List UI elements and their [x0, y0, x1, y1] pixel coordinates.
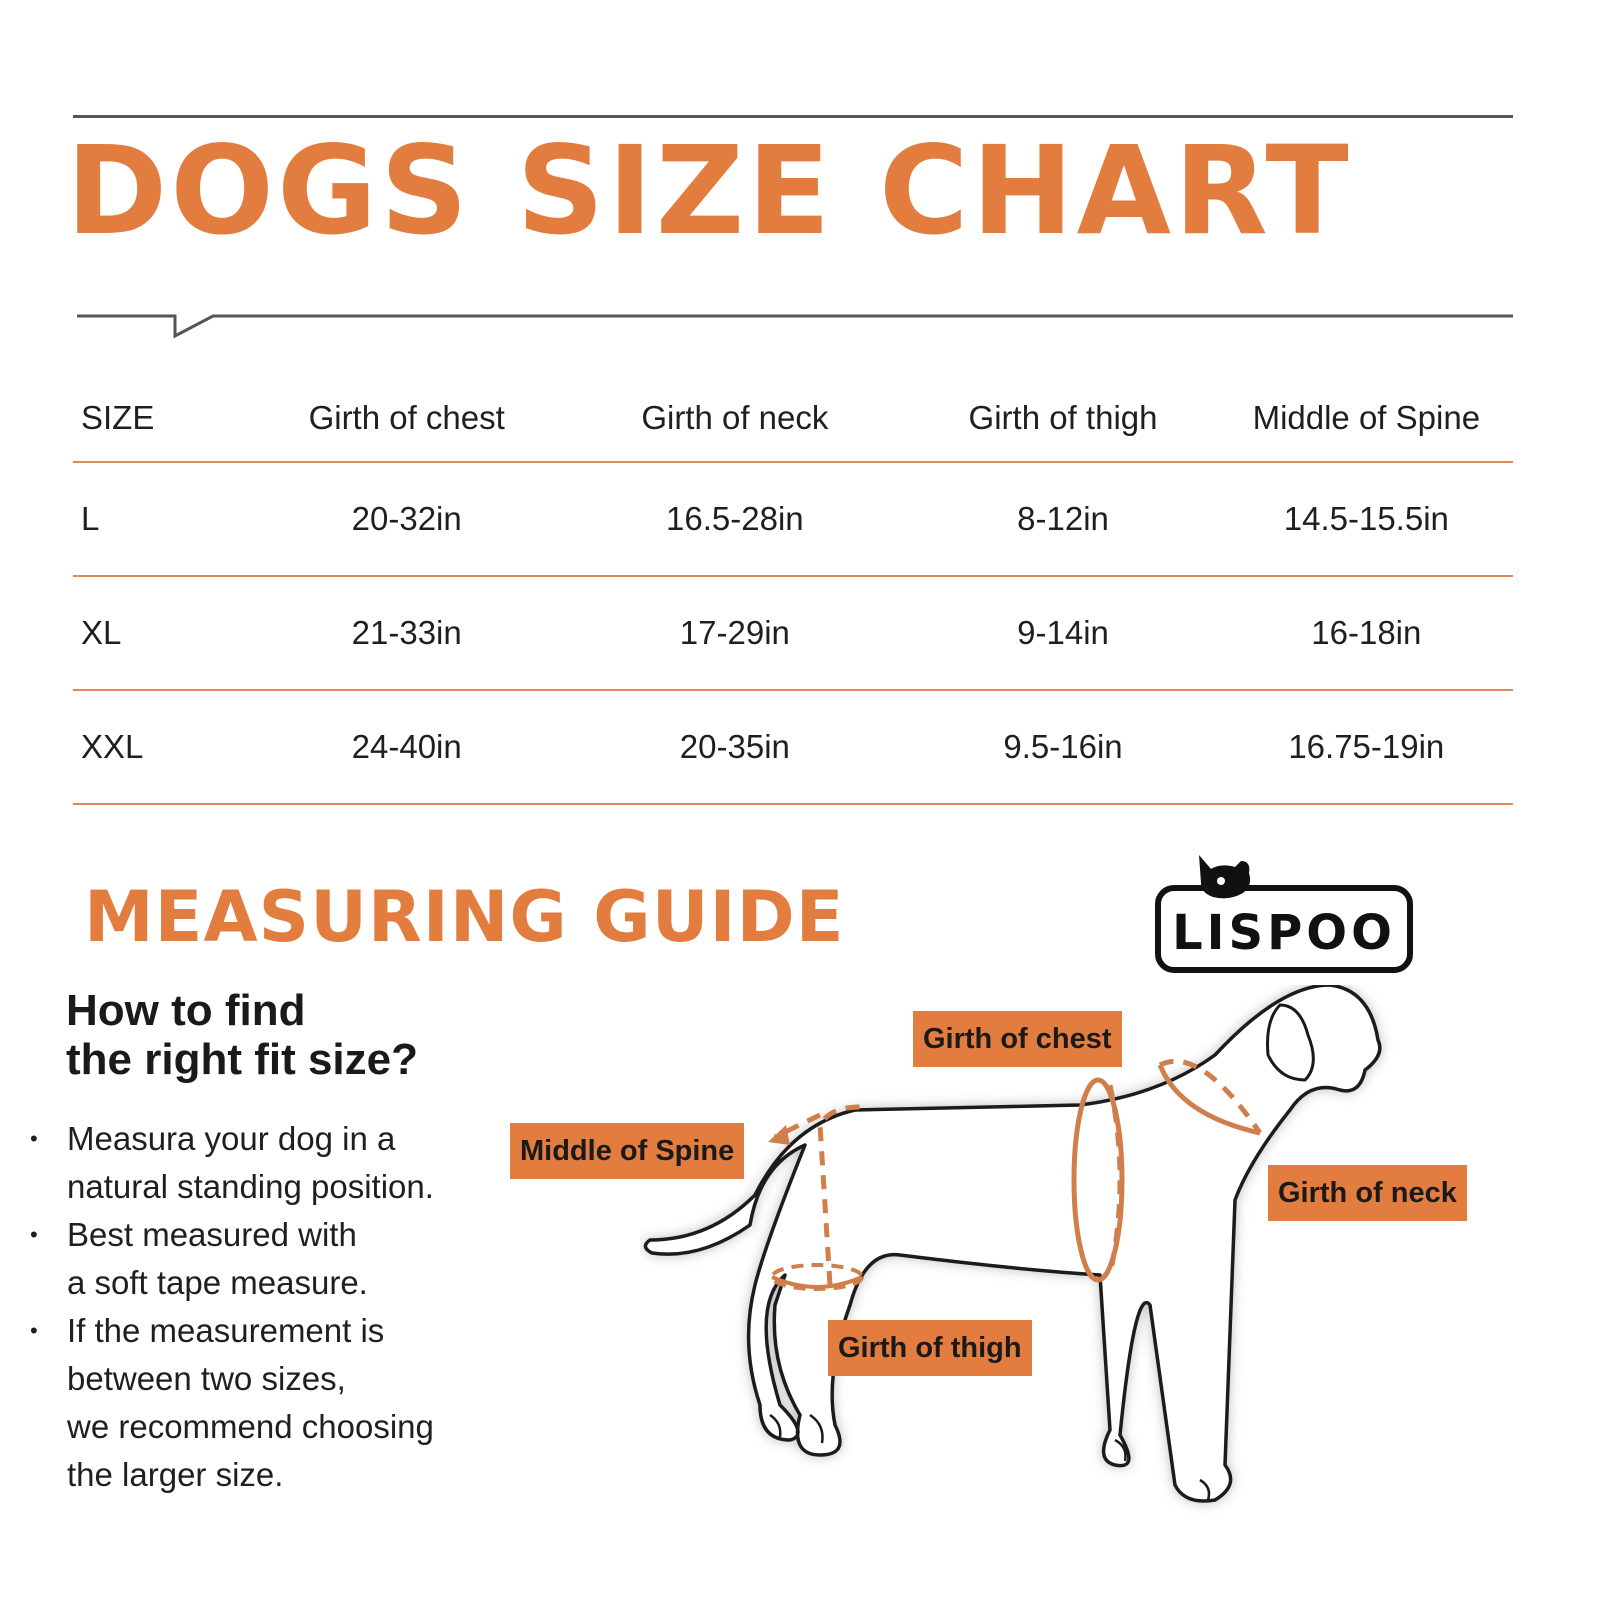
cell-thigh: 9.5-16in: [1003, 728, 1123, 765]
dog-illustration: [640, 985, 1580, 1555]
cat-icon: [1199, 855, 1250, 898]
cell-size: L: [81, 500, 100, 537]
size-table: [73, 375, 1513, 805]
label-middle-spine: Middle of Spine: [510, 1123, 744, 1179]
table-row: [73, 691, 1513, 805]
brand-logo: [1155, 855, 1425, 975]
question-line: the right fit size?: [66, 1035, 418, 1084]
tip-line: Best measured with: [67, 1216, 357, 1253]
table-row: [73, 577, 1513, 691]
guide-title: MEASURING GUIDE: [84, 876, 845, 958]
cell-thigh: 9-14in: [1017, 614, 1109, 651]
fit-question: [66, 986, 418, 1084]
tip-line: we recommend choosing: [67, 1408, 434, 1445]
cell-neck: 20-35in: [679, 728, 790, 765]
table-header-row: [73, 375, 1513, 463]
table-row: [73, 463, 1513, 577]
tip-item: [30, 1211, 500, 1307]
page-title: DOGS SIZE CHART: [66, 120, 1352, 262]
tip-item: [30, 1307, 500, 1499]
cell-chest: 21-33in: [351, 614, 462, 651]
header-spine: Middle of Spine: [1252, 399, 1481, 436]
speech-rule: [73, 300, 1513, 345]
question-line: How to find: [66, 986, 306, 1035]
cell-size: XL: [81, 614, 122, 651]
cell-neck: 17-29in: [679, 614, 790, 651]
header-thigh: Girth of thigh: [968, 399, 1158, 436]
label-girth-neck: Girth of neck: [1268, 1165, 1467, 1221]
header-chest: Girth of chest: [308, 399, 505, 436]
tip-line: Measura your dog in a: [67, 1120, 396, 1157]
tip-item: [30, 1115, 500, 1211]
cell-chest: 20-32in: [351, 500, 462, 537]
tip-line: If the measurement is: [67, 1312, 385, 1349]
bullet: •: [30, 1126, 38, 1151]
bullet: •: [30, 1318, 38, 1343]
bullet: •: [30, 1222, 38, 1247]
cell-spine: 14.5-15.5in: [1283, 500, 1449, 537]
label-girth-thigh: Girth of thigh: [828, 1320, 1032, 1376]
header-neck: Girth of neck: [641, 399, 829, 436]
cell-size: XXL: [81, 728, 144, 765]
header-size: SIZE: [81, 399, 155, 436]
tip-line: the larger size.: [67, 1456, 284, 1493]
top-rule: [73, 115, 1513, 118]
tip-line: between two sizes,: [67, 1360, 346, 1397]
tip-line: a soft tape measure.: [67, 1264, 368, 1301]
cell-chest: 24-40in: [351, 728, 462, 765]
label-girth-chest: Girth of chest: [913, 1011, 1122, 1067]
cell-spine: 16.75-19in: [1288, 728, 1445, 765]
cell-spine: 16-18in: [1311, 614, 1422, 651]
tips-list: [30, 1115, 500, 1499]
cell-thigh: 8-12in: [1017, 500, 1109, 537]
logo-text: LISPOO: [1172, 905, 1396, 961]
tip-line: natural standing position.: [67, 1168, 434, 1205]
cell-neck: 16.5-28in: [666, 500, 804, 537]
